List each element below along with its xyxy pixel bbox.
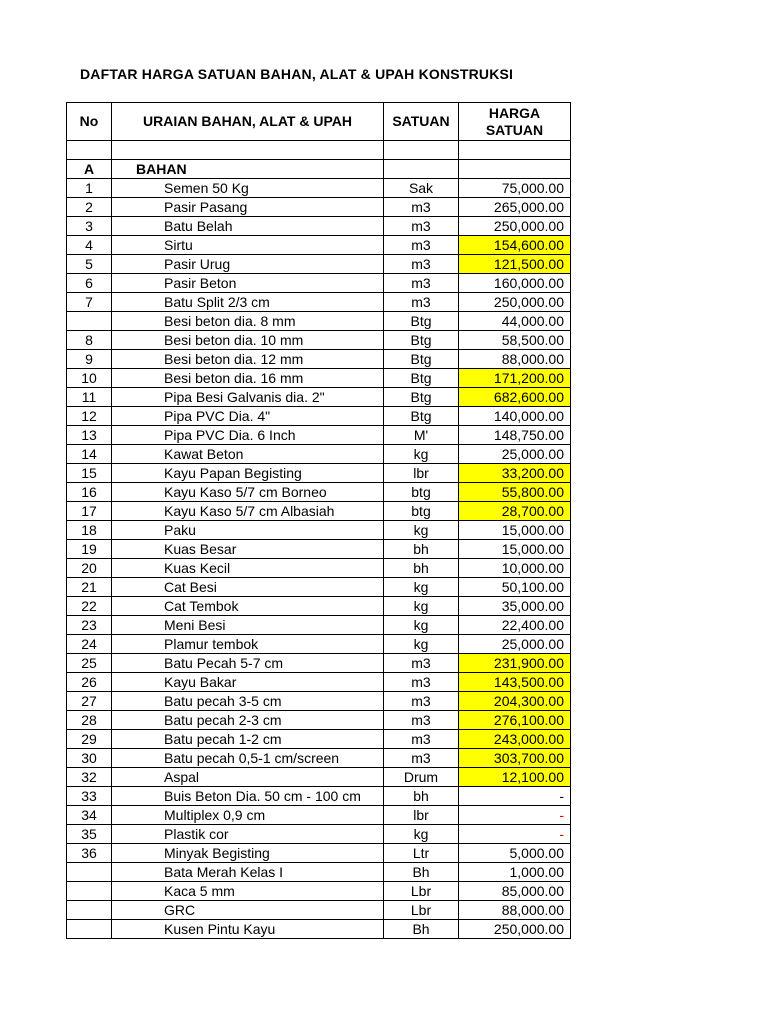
- row-unit: M': [384, 426, 459, 445]
- row-price: 265,000.00: [459, 198, 571, 217]
- table-row: [67, 312, 571, 331]
- table-row: [67, 635, 571, 654]
- row-unit: m3: [384, 198, 459, 217]
- row-unit: kg: [384, 597, 459, 616]
- row-description: Buis Beton Dia. 50 cm - 100 cm: [112, 787, 384, 806]
- row-price: 44,000.00: [459, 312, 571, 331]
- row-description: Kayu Kaso 5/7 cm Borneo: [112, 483, 384, 502]
- table-row: [67, 255, 571, 274]
- row-unit: m3: [384, 673, 459, 692]
- price-table: [66, 102, 571, 939]
- row-number: 15: [67, 464, 112, 483]
- row-number: 29: [67, 730, 112, 749]
- row-number: 35: [67, 825, 112, 844]
- row-unit: kg: [384, 521, 459, 540]
- row-number: 7: [67, 293, 112, 312]
- table-row: [67, 901, 571, 920]
- row-description: Pipa PVC Dia. 4": [112, 407, 384, 426]
- row-description: Batu pecah 0,5-1 cm/screen: [112, 749, 384, 768]
- row-unit: m3: [384, 654, 459, 673]
- table-row: [67, 654, 571, 673]
- table-row: [67, 236, 571, 255]
- row-description: Batu Split 2/3 cm: [112, 293, 384, 312]
- row-unit: m3: [384, 749, 459, 768]
- row-number: [67, 312, 112, 331]
- row-description: GRC: [112, 901, 384, 920]
- table-row: [67, 369, 571, 388]
- row-unit: Lbr: [384, 882, 459, 901]
- row-description: Pasir Pasang: [112, 198, 384, 217]
- table-row: [67, 597, 571, 616]
- row-price: 140,000.00: [459, 407, 571, 426]
- row-description: Batu pecah 1-2 cm: [112, 730, 384, 749]
- row-unit: kg: [384, 578, 459, 597]
- row-unit: Btg: [384, 312, 459, 331]
- row-price: 15,000.00: [459, 521, 571, 540]
- row-description: Pipa PVC Dia. 6 Inch: [112, 426, 384, 445]
- row-unit: bh: [384, 559, 459, 578]
- table-row: [67, 217, 571, 236]
- row-number: 28: [67, 711, 112, 730]
- row-unit: m3: [384, 692, 459, 711]
- row-number: 8: [67, 331, 112, 350]
- row-number: [67, 863, 112, 882]
- row-unit: Btg: [384, 407, 459, 426]
- row-unit: Btg: [384, 350, 459, 369]
- row-number: 16: [67, 483, 112, 502]
- row-price: 682,600.00: [459, 388, 571, 407]
- table-row: [67, 331, 571, 350]
- row-price: 35,000.00: [459, 597, 571, 616]
- row-description: Kuas Kecil: [112, 559, 384, 578]
- row-price: 250,000.00: [459, 217, 571, 236]
- row-number: 20: [67, 559, 112, 578]
- row-description: Aspal: [112, 768, 384, 787]
- row-unit: lbr: [384, 806, 459, 825]
- row-description: Batu Pecah 5-7 cm: [112, 654, 384, 673]
- row-price: 243,000.00: [459, 730, 571, 749]
- row-number: 21: [67, 578, 112, 597]
- row-price: 160,000.00: [459, 274, 571, 293]
- row-price: 12,100.00: [459, 768, 571, 787]
- table-row: [67, 426, 571, 445]
- row-unit: Drum: [384, 768, 459, 787]
- row-price: 28,700.00: [459, 502, 571, 521]
- row-number: 34: [67, 806, 112, 825]
- row-description: Cat Besi: [112, 578, 384, 597]
- row-unit: m3: [384, 293, 459, 312]
- row-unit: Sak: [384, 179, 459, 198]
- row-description: Kawat Beton: [112, 445, 384, 464]
- row-price: 1,000.00: [459, 863, 571, 882]
- row-number: 13: [67, 426, 112, 445]
- row-description: Multiplex 0,9 cm: [112, 806, 384, 825]
- row-price: 154,600.00: [459, 236, 571, 255]
- row-description: Besi beton dia. 8 mm: [112, 312, 384, 331]
- table-row: [67, 407, 571, 426]
- row-number: 9: [67, 350, 112, 369]
- header-description: URAIAN BAHAN, ALAT & UPAH: [112, 103, 384, 141]
- row-description: Kusen Pintu Kayu: [112, 920, 384, 939]
- table-row: [67, 749, 571, 768]
- row-number: 24: [67, 635, 112, 654]
- row-number: 27: [67, 692, 112, 711]
- table-row: [67, 179, 571, 198]
- row-price: 58,500.00: [459, 331, 571, 350]
- row-number: [67, 901, 112, 920]
- table-row: [67, 673, 571, 692]
- row-unit: Btg: [384, 331, 459, 350]
- row-description: Minyak Begisting: [112, 844, 384, 863]
- table-row: [67, 445, 571, 464]
- table-row: [67, 274, 571, 293]
- table-row: [67, 768, 571, 787]
- row-unit: Bh: [384, 863, 459, 882]
- section-label: BAHAN: [112, 160, 384, 179]
- table-row: [67, 616, 571, 635]
- table-spacer-row: [67, 141, 571, 160]
- row-number: 1: [67, 179, 112, 198]
- table-row: [67, 863, 571, 882]
- row-description: Besi beton dia. 10 mm: [112, 331, 384, 350]
- row-number: 4: [67, 236, 112, 255]
- row-unit: bh: [384, 540, 459, 559]
- row-price: 50,100.00: [459, 578, 571, 597]
- row-description: Batu Belah: [112, 217, 384, 236]
- header-price-line2: SATUAN: [485, 121, 544, 138]
- row-price: 25,000.00: [459, 445, 571, 464]
- table-row: [67, 293, 571, 312]
- table-row: [67, 198, 571, 217]
- row-price: 22,400.00: [459, 616, 571, 635]
- row-unit: Lbr: [384, 901, 459, 920]
- row-description: Batu pecah 2-3 cm: [112, 711, 384, 730]
- row-number: 12: [67, 407, 112, 426]
- row-price: 15,000.00: [459, 540, 571, 559]
- row-description: Pipa Besi Galvanis dia. 2": [112, 388, 384, 407]
- row-price: 250,000.00: [459, 293, 571, 312]
- row-unit: m3: [384, 255, 459, 274]
- table-row: [67, 920, 571, 939]
- row-price: -: [459, 787, 571, 806]
- row-number: 30: [67, 749, 112, 768]
- header-unit: SATUAN: [384, 103, 459, 141]
- row-price: -: [459, 806, 571, 825]
- row-price: 75,000.00: [459, 179, 571, 198]
- row-description: Kayu Kaso 5/7 cm Albasiah: [112, 502, 384, 521]
- row-number: 33: [67, 787, 112, 806]
- row-price: 88,000.00: [459, 350, 571, 369]
- row-number: 3: [67, 217, 112, 236]
- table-row: [67, 787, 571, 806]
- row-price: 204,300.00: [459, 692, 571, 711]
- row-unit: btg: [384, 483, 459, 502]
- row-description: Pasir Urug: [112, 255, 384, 274]
- row-unit: kg: [384, 445, 459, 464]
- row-description: Kaca 5 mm: [112, 882, 384, 901]
- row-unit: Bh: [384, 920, 459, 939]
- row-price: 143,500.00: [459, 673, 571, 692]
- row-description: Pasir Beton: [112, 274, 384, 293]
- table-row: [67, 730, 571, 749]
- row-price: 303,700.00: [459, 749, 571, 768]
- row-description: Kuas Besar: [112, 540, 384, 559]
- row-price: 55,800.00: [459, 483, 571, 502]
- table-row: [67, 521, 571, 540]
- row-unit: kg: [384, 616, 459, 635]
- row-number: 22: [67, 597, 112, 616]
- row-description: Sirtu: [112, 236, 384, 255]
- table-header-row: [67, 103, 571, 141]
- row-unit: kg: [384, 825, 459, 844]
- header-price: [459, 103, 571, 141]
- row-description: Kayu Bakar: [112, 673, 384, 692]
- row-number: 32: [67, 768, 112, 787]
- row-price: 171,200.00: [459, 369, 571, 388]
- table-row: [67, 502, 571, 521]
- row-price: 33,200.00: [459, 464, 571, 483]
- row-price: 250,000.00: [459, 920, 571, 939]
- table-row: [67, 692, 571, 711]
- table-row: [67, 350, 571, 369]
- row-number: [67, 920, 112, 939]
- row-unit: lbr: [384, 464, 459, 483]
- row-number: [67, 882, 112, 901]
- row-number: 11: [67, 388, 112, 407]
- row-unit: Ltr: [384, 844, 459, 863]
- header-no: No: [67, 103, 112, 141]
- row-number: 10: [67, 369, 112, 388]
- row-number: 36: [67, 844, 112, 863]
- table-row: [67, 559, 571, 578]
- row-unit: m3: [384, 274, 459, 293]
- row-unit: m3: [384, 730, 459, 749]
- row-price: 231,900.00: [459, 654, 571, 673]
- row-description: Plastik cor: [112, 825, 384, 844]
- row-description: Bata Merah Kelas I: [112, 863, 384, 882]
- section-code: A: [67, 160, 112, 179]
- table-row: [67, 464, 571, 483]
- row-number: 2: [67, 198, 112, 217]
- table-row: [67, 483, 571, 502]
- row-description: Plamur tembok: [112, 635, 384, 654]
- row-description: Kayu Papan Begisting: [112, 464, 384, 483]
- table-row: [67, 578, 571, 597]
- row-unit: kg: [384, 635, 459, 654]
- row-description: Paku: [112, 521, 384, 540]
- row-price: 121,500.00: [459, 255, 571, 274]
- table-row: [67, 806, 571, 825]
- row-unit: m3: [384, 217, 459, 236]
- row-unit: m3: [384, 236, 459, 255]
- table-row: [67, 825, 571, 844]
- row-price: 88,000.00: [459, 901, 571, 920]
- row-description: Besi beton dia. 12 mm: [112, 350, 384, 369]
- section-row: [67, 160, 571, 179]
- row-number: 19: [67, 540, 112, 559]
- row-description: Cat Tembok: [112, 597, 384, 616]
- row-number: 26: [67, 673, 112, 692]
- row-number: 14: [67, 445, 112, 464]
- row-description: Batu pecah 3-5 cm: [112, 692, 384, 711]
- table-row: [67, 388, 571, 407]
- table-row: [67, 844, 571, 863]
- row-price: 276,100.00: [459, 711, 571, 730]
- row-description: Besi beton dia. 16 mm: [112, 369, 384, 388]
- row-number: 18: [67, 521, 112, 540]
- row-price: 25,000.00: [459, 635, 571, 654]
- row-number: 5: [67, 255, 112, 274]
- table-row: [67, 882, 571, 901]
- row-price: 5,000.00: [459, 844, 571, 863]
- row-number: 23: [67, 616, 112, 635]
- row-number: 6: [67, 274, 112, 293]
- header-price-line1: HARGA: [488, 104, 541, 121]
- row-price: 85,000.00: [459, 882, 571, 901]
- row-number: 17: [67, 502, 112, 521]
- row-price: -: [459, 825, 571, 844]
- row-number: 25: [67, 654, 112, 673]
- row-description: Meni Besi: [112, 616, 384, 635]
- document-title: DAFTAR HARGA SATUAN BAHAN, ALAT & UPAH KONSTRUKSI: [80, 66, 514, 82]
- row-unit: m3: [384, 711, 459, 730]
- table-row: [67, 540, 571, 559]
- row-unit: Btg: [384, 388, 459, 407]
- row-unit: Btg: [384, 369, 459, 388]
- row-unit: bh: [384, 787, 459, 806]
- table-row: [67, 711, 571, 730]
- row-price: 148,750.00: [459, 426, 571, 445]
- row-description: Semen 50 Kg: [112, 179, 384, 198]
- row-unit: btg: [384, 502, 459, 521]
- row-price: 10,000.00: [459, 559, 571, 578]
